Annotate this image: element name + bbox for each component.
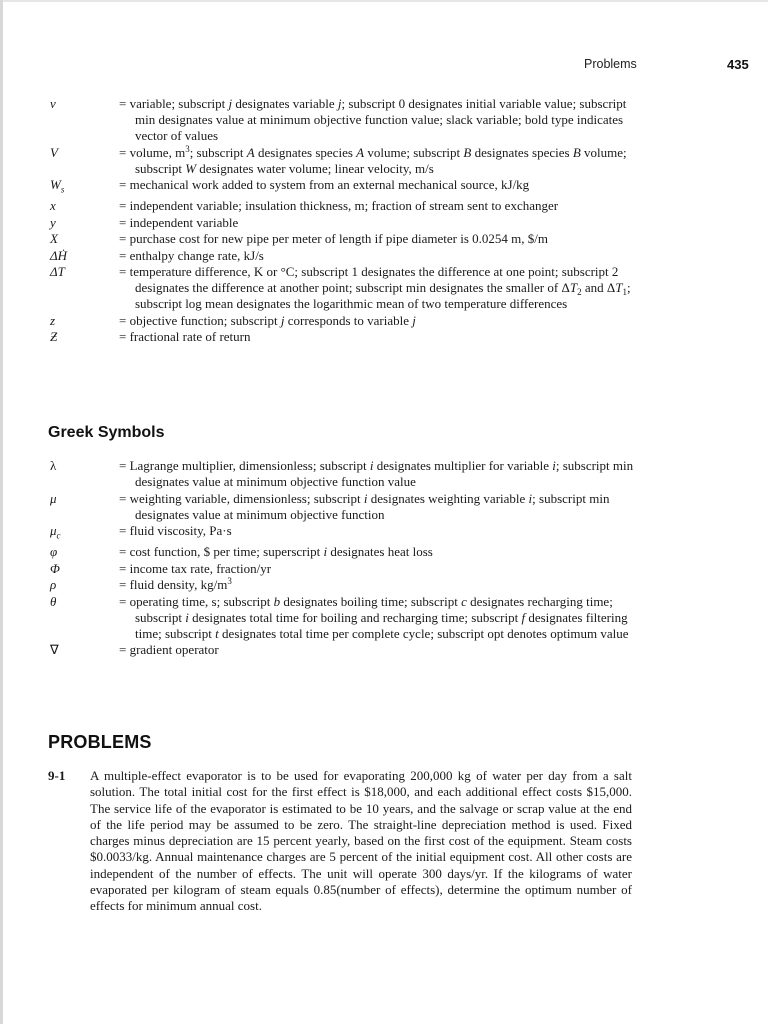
nomenclature-entry [48, 198, 648, 214]
symbol: $W_s$ [50, 177, 65, 195]
definition: = income tax rate, fraction/yr [119, 560, 272, 576]
nomenclature-entry [48, 177, 648, 198]
definition: = fluid viscosity, Pa·s [119, 523, 232, 538]
definition: = enthalpy change rate, kJ/s [119, 247, 264, 263]
definition: = fractional rate of return [119, 329, 251, 345]
greek-symbol-entry [48, 577, 648, 593]
problem-text: A multiple-effect evaporator is to be used for evaporating 200,000 kg of water per day from a salt solution. The total initial cost for the first effect is $18,000, and each additional effect costs $15,000. The service life of the evaporator is estimated to be 10 years, and the salvage or scrap value at the end of the life period may be assumed to be zero. The straight-line depreciation method is used. Fixed charges minus depreciation are 15 percent yearly, based on the first cost of the equipment. Steam costs $0.0033/kg. Annual maintenance charges are 5 percent of the initial equipment cost. All other costs are independent of the number of effects. The unit will operate 300 days/yr. If the kilograms of water evaporated per kilogram of steam equals 0.85(number of effects), determine the optimum number of effects for minimum annual cost. [90, 768, 632, 914]
symbol: Φ [50, 560, 60, 576]
nomenclature-entry [48, 215, 648, 231]
symbol: φ [50, 544, 58, 560]
definition: = purchase cost for new pipe per meter of length if pipe diameter is 0.0254 m, $/m [119, 231, 548, 247]
symbol: ΔT [50, 264, 65, 280]
definition: = temperature difference, K or °C; subscript 1 designates the difference at one point; subscript 2 designates the difference at another point; subscript min designates the smaller of $\Delta T_2$ and $\Delta T_1$; subscript log mean designates the logarithmic mean of two temperature differences [119, 264, 631, 312]
definition: = objective function; subscript j corresponds to variable j [119, 312, 416, 328]
definition: = cost function, $ per time; superscript i designates heat loss [119, 544, 433, 560]
greek-symbols-list [48, 458, 648, 659]
symbol: X [50, 231, 58, 247]
definition: = volume, $m^3$; subscript A designates species A volume; subscript B designates species B volume; subscript W designates water volume; linear velocity, m/s [119, 143, 627, 176]
symbol: θ [50, 593, 57, 609]
nomenclature-entry [48, 231, 648, 247]
greek-symbol-entry [48, 523, 648, 544]
nomenclature-entry [48, 248, 648, 264]
definition: = weighting variable, dimensionless; subscript i designates weighting variable i; subscript min designates value at minimum objective function [119, 490, 610, 522]
definition: = mechanical work added to system from an external mechanical source, kJ/kg [119, 177, 530, 192]
symbol: ∇ [50, 642, 59, 658]
problems-heading: PROBLEMS [48, 732, 152, 752]
symbol-subscript: c [56, 530, 61, 541]
symbol-subscript: s [60, 184, 65, 195]
symbol: y [50, 214, 56, 230]
symbol: ρ [50, 577, 57, 593]
nomenclature-entry [48, 329, 648, 345]
greek-symbol-entry [48, 544, 648, 560]
symbol: $\mu_c$ [50, 523, 61, 541]
page-edge [0, 0, 768, 2]
greek-symbol-entry [48, 458, 648, 490]
definition: = independent variable; insulation thickness, m; fraction of stream sent to exchanger [119, 198, 559, 214]
definition: = independent variable [119, 214, 239, 230]
definition: = variable; subscript j designates variable j; subscript 0 designates initial variable value; subscript min designates value at minimum objective function value; slack variable; bold type indicates vector of values [119, 96, 627, 143]
nomenclature-entry [48, 264, 648, 312]
definition: = fluid density, $kg/m^3$ [119, 576, 232, 593]
page-gutter [0, 0, 3, 1024]
problem-number: 9-1 [48, 768, 66, 783]
symbol: z [50, 312, 56, 328]
definition: = Lagrange multiplier, dimensionless; subscript i designates multiplier for variable i; subscript min designates value at minimum objective function value [119, 458, 634, 489]
symbol: x [50, 198, 56, 214]
symbol: V [50, 144, 58, 160]
running-head: Problems [584, 57, 637, 71]
greek-symbol-entry [48, 642, 648, 658]
greek-symbol-entry [48, 491, 648, 523]
nomenclature-entry [48, 96, 648, 144]
page-number: 435 [727, 57, 749, 72]
symbol: μ [50, 490, 57, 506]
nomenclature-entry [48, 145, 648, 177]
nomenclature-entry [48, 313, 648, 329]
symbol: λ [50, 458, 57, 473]
symbol: ΔḢ [50, 247, 68, 263]
nomenclature-list [48, 96, 648, 346]
greek-symbol-entry [48, 561, 648, 577]
greek-symbols-heading: Greek Symbols [48, 424, 165, 441]
symbol: v [50, 96, 56, 111]
definition: = operating time, s; subscript b designates boiling time; subscript c designates recharging time; subscript i designates total time for boiling and recharging time; subscript f designates filtering time; subscript t designates total time per complete cycle; subscript opt denotes optimum value [119, 593, 629, 641]
greek-symbol-entry [48, 594, 648, 642]
symbol: Ƶ [50, 329, 58, 345]
definition: = gradient operator [119, 642, 219, 658]
problem-item [48, 768, 632, 915]
